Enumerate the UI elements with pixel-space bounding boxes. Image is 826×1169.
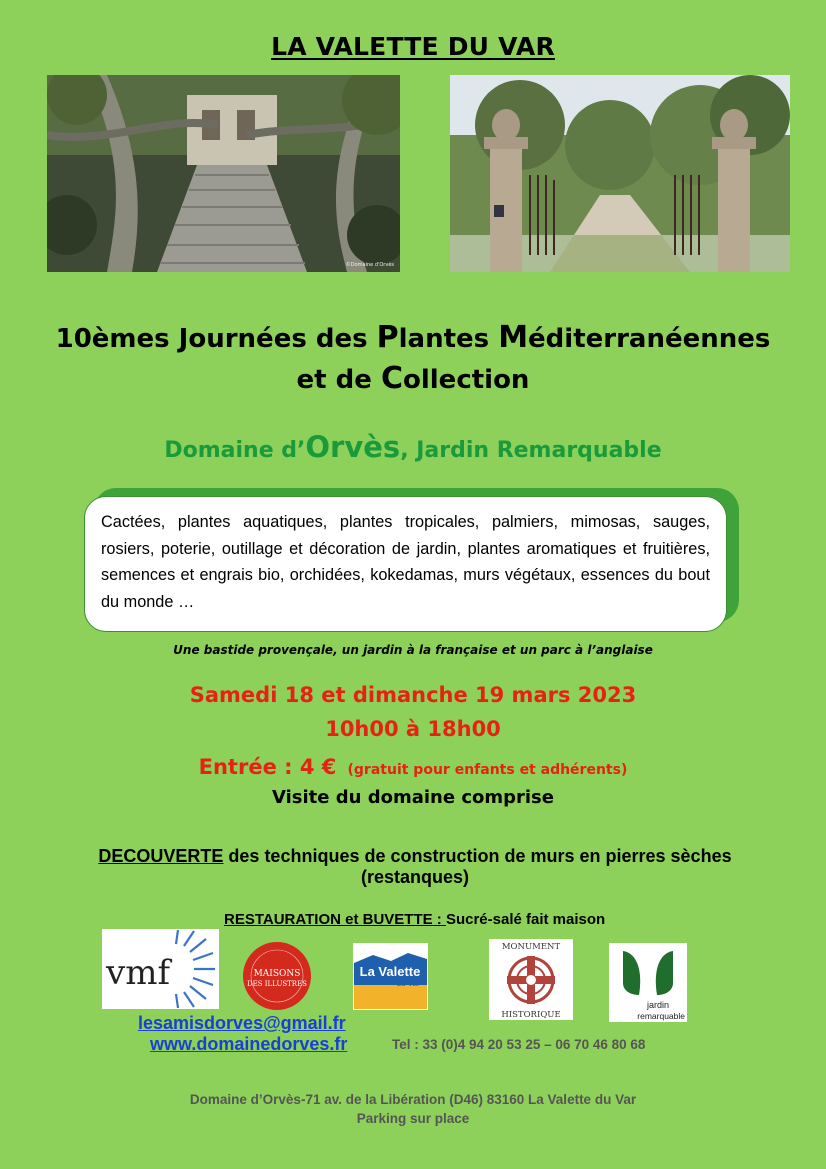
- gate-alley-photo: [450, 75, 790, 272]
- title-part: éditerranéennes: [528, 324, 771, 354]
- la-valette-du-var-logo: [353, 943, 428, 1010]
- discovery-text: [60, 846, 770, 888]
- maisons-line1: MAISONS: [253, 969, 301, 979]
- maisons-des-illustres-logo: [237, 941, 317, 1011]
- title-initial-p: P: [376, 320, 399, 355]
- restauration-body: Sucré-salé fait maison: [445, 911, 606, 928]
- entry-price: [0, 755, 826, 779]
- title-part: 10èmes Journées des: [55, 324, 377, 354]
- monument-historique-logo: [489, 939, 573, 1020]
- address-line: Domaine d’Orvès-71 av. de la Libération (D46) 83160 La Valette du Var: [189, 1092, 637, 1107]
- monument-bottom: HISTORIQUE: [501, 1010, 561, 1020]
- jardin-remarquable-logo: [609, 943, 687, 1022]
- products-text: Cactées, plantes aquatiques, plantes tropicales, palmiers, mimosas, sauges, rosiers, poterie, outillage et décoration de jardin, plantes aromatiques et fruitières, semences et engrais bio, orchidées, kokedamas, murs végétaux, essences du bout du monde …: [101, 513, 710, 611]
- restauration-line: [224, 911, 605, 928]
- email-link[interactable]: lesamisdorves@gmail.fr: [138, 1013, 346, 1033]
- title-part: lantes: [398, 324, 499, 354]
- event-title: [0, 318, 826, 400]
- products-box: [84, 496, 727, 632]
- tagline: Une bastide provençale, un jardin à la française et un parc à l’anglaise: [173, 643, 653, 657]
- telephone-numbers: Tel : 33 (0)4 94 20 53 25 – 06 70 46 80 68: [392, 1037, 646, 1052]
- jardin-line2: remarquable: [637, 1011, 685, 1021]
- visit-included: Visite du domaine comprise: [272, 787, 554, 808]
- garden-stairs-photo: [47, 75, 400, 272]
- subtitle-part: , Jardin Remarquable: [400, 438, 662, 463]
- discovery-label: DECOUVERTE: [98, 846, 224, 866]
- maisons-line2: DES ILLUSTRES: [247, 980, 307, 988]
- vmf-logo-text: vmf: [106, 953, 171, 993]
- entry-price-label: Entrée : 4 €: [198, 755, 337, 779]
- title-initial-c: C: [380, 361, 403, 396]
- monument-top: MONUMENT: [501, 942, 561, 952]
- jardin-line1: jardin: [646, 1000, 669, 1010]
- town-heading: LA VALETTE DU VAR: [271, 32, 555, 61]
- photo-credit: ©Domaine d'Orvès: [345, 262, 394, 268]
- vmf-logo: [102, 929, 219, 1009]
- title-initial-m: M: [498, 320, 529, 355]
- subtitle-part: Domaine d’: [164, 438, 306, 463]
- entry-price-note: (gratuit pour enfants et adhérents): [347, 762, 628, 778]
- discovery-body: des techniques de construction de murs en pierres sèches (restanques): [223, 846, 732, 887]
- venue-subtitle: [0, 430, 826, 464]
- title-part: et de: [296, 365, 381, 395]
- address-block: [0, 1090, 826, 1128]
- restauration-label: RESTAURATION et BUVETTE :: [224, 911, 446, 928]
- website-link[interactable]: www.domainedorves.fr: [150, 1034, 348, 1054]
- title-part: ollection: [403, 365, 530, 395]
- valette-line2: du Var: [396, 979, 420, 988]
- event-dates: Samedi 18 et dimanche 19 mars 2023: [189, 683, 637, 707]
- valette-line1: La Valette: [359, 964, 421, 979]
- subtitle-orves: Orvès: [305, 430, 401, 464]
- event-hours: 10h00 à 18h00: [325, 717, 501, 741]
- parking-line: Parking sur place: [356, 1111, 470, 1126]
